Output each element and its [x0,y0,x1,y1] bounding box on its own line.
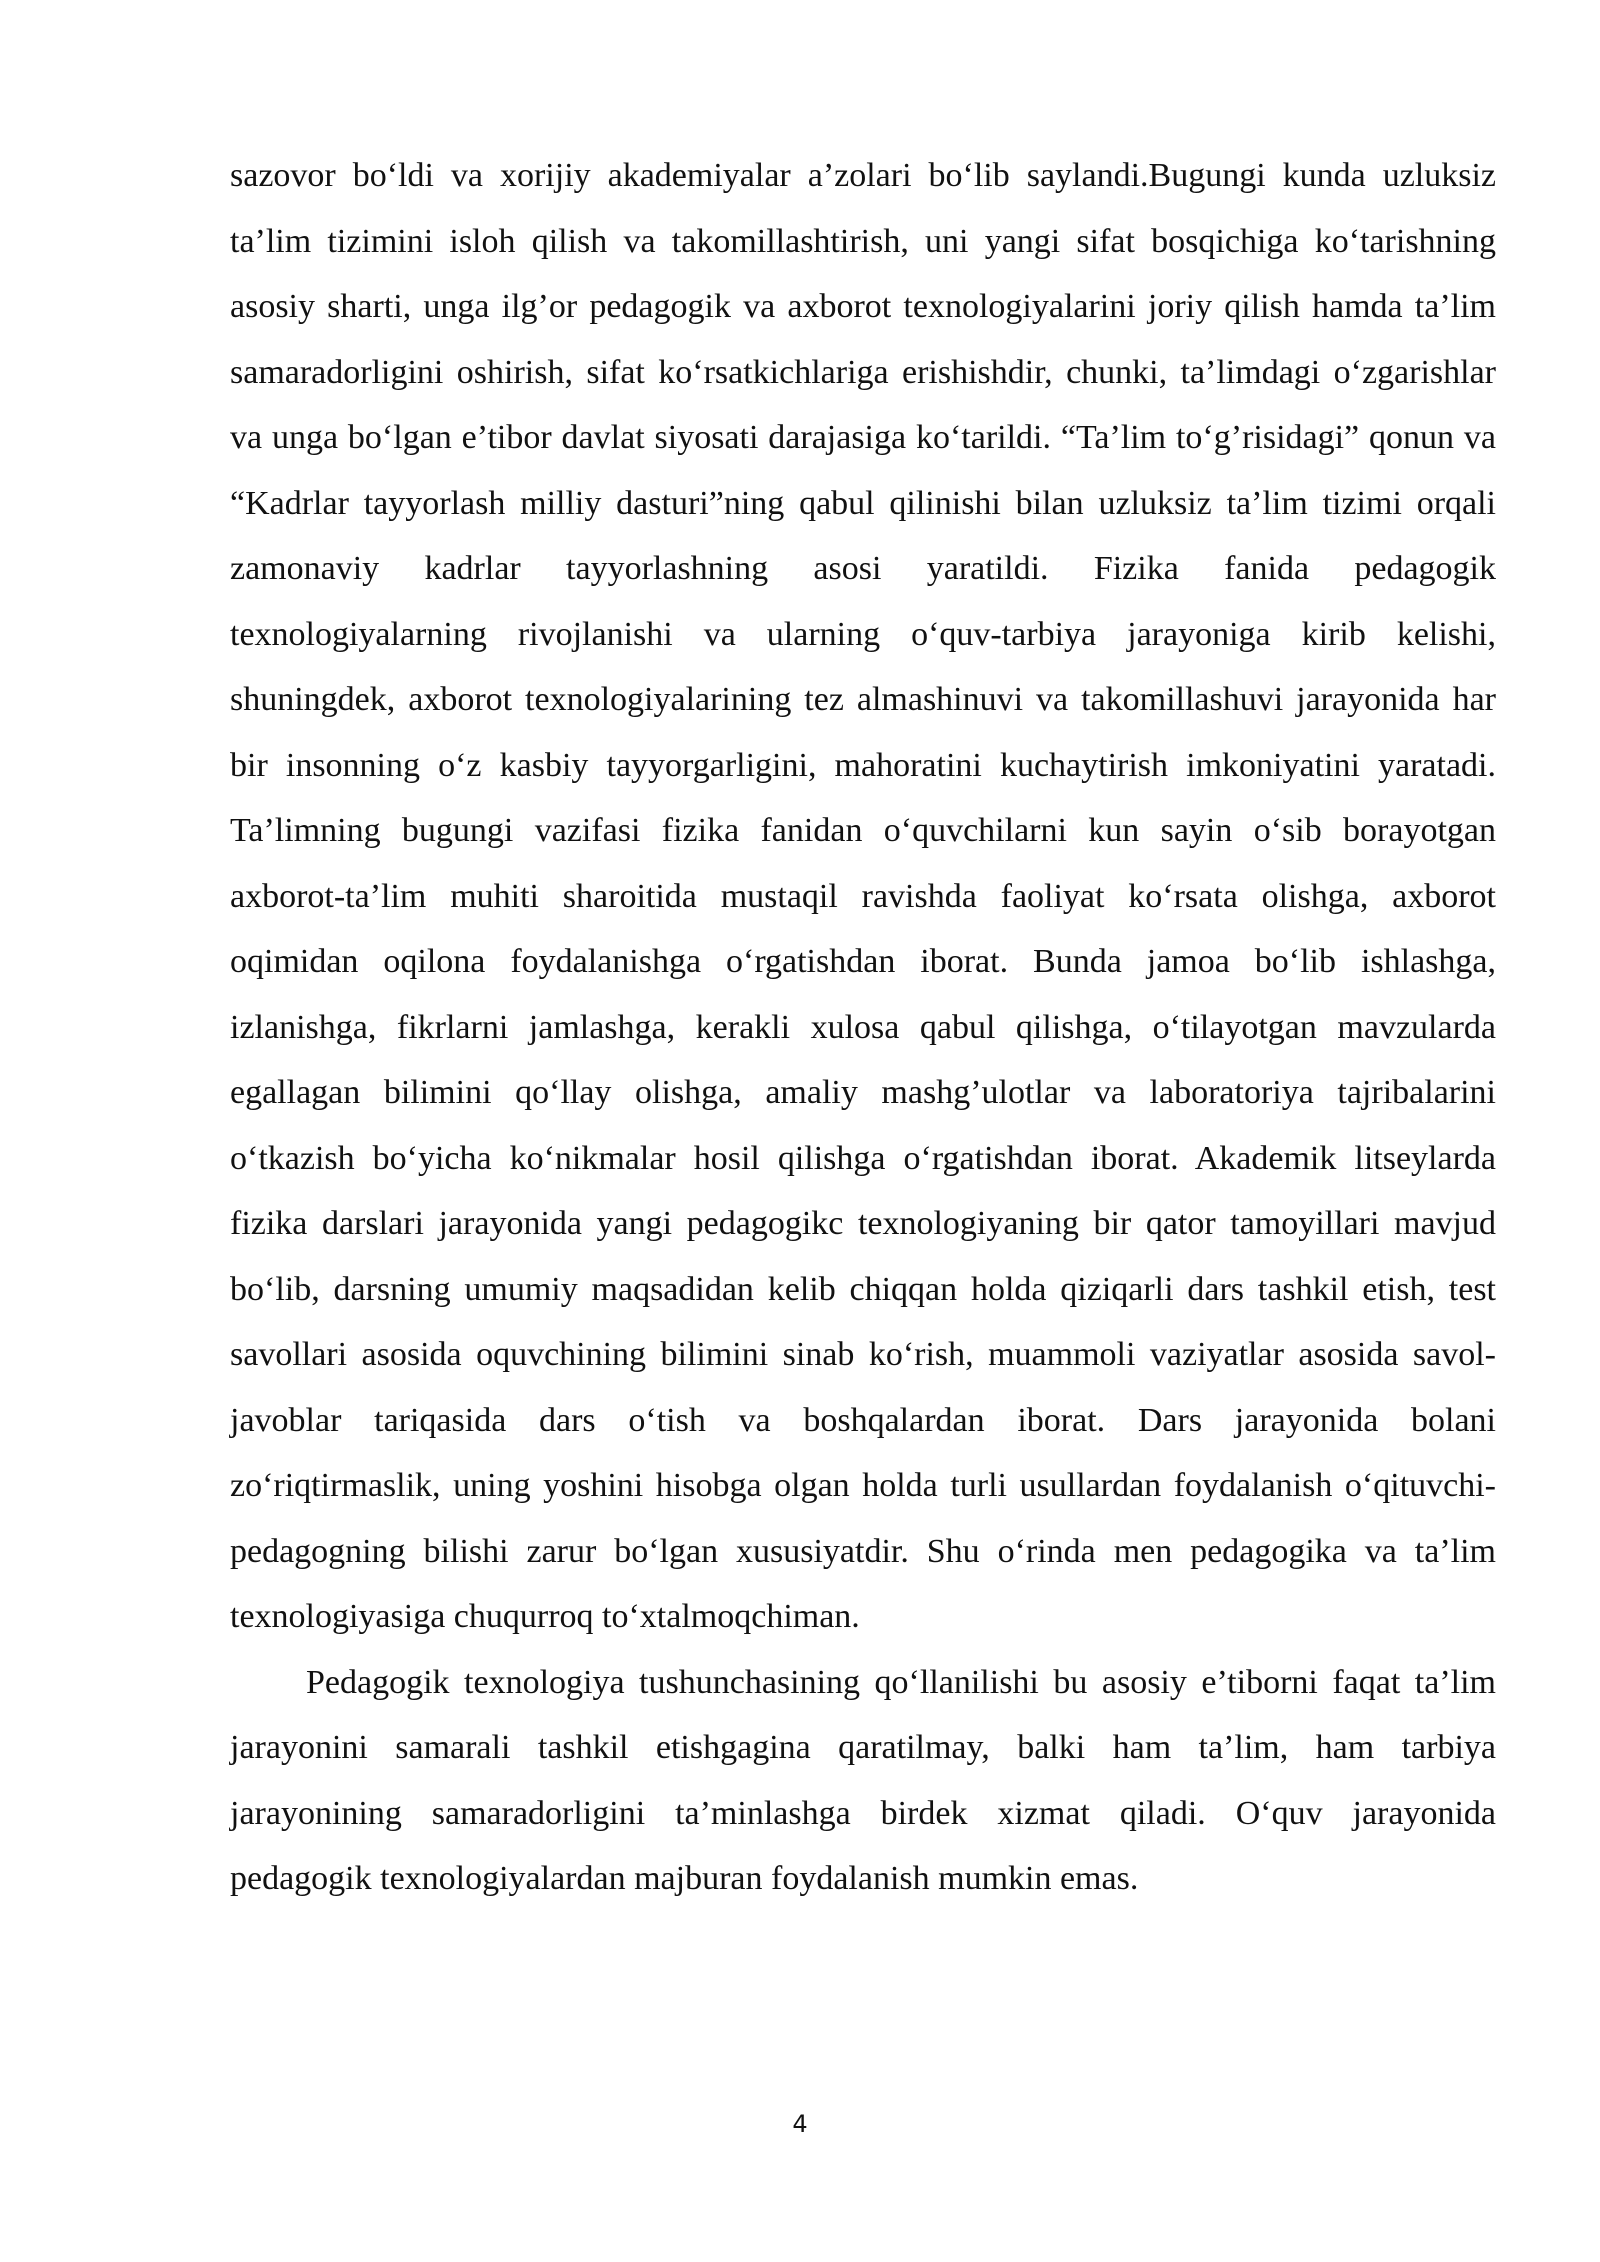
body-text [230,143,1496,1912]
paragraph-2: Pedagogik texnologiya tushunchasining qo‘llanilishi bu asosiy e’tiborni faqat ta’lim jarayonini samarali tashkil etishgagina qaratilmay, balki ham ta’lim, ham tarbiya jarayonining samaradorligini ta’minlashga birdek xizmat qiladi. O‘quv jarayonida pedagogik texnologiyalardan majburan foydalanish mumkin emas. [230,1663,1496,1897]
page-number: 4 [792,2110,808,2138]
paragraph-1: sazovor bo‘ldi va xorijiy akademiyalar a’zolari bo‘lib saylandi.Bugungi kunda uzluksiz ta’lim tizimini isloh qilish va takomillashtirish, uni yangi sifat bosqichiga ko‘tarishning asosiy sharti, unga ilg’or pedagogik va axborot texnologiyalarini joriy qilish hamda ta’lim samaradorligini oshirish, sifat ko‘rsatkichlariga erishishdir, chunki, ta’limdagi o‘zgarishlar va unga bo‘lgan e’tibor davlat siyosati darajasiga ko‘tarildi. “Ta’lim to‘g’risidagi” qonun va “Kadrlar tayyorlash milliy dasturi”ning qabul qilinishi bilan uzluksiz ta’lim tizimi orqali zamonaviy kadrlar tayyorlashning asosi yaratildi. Fizika fanida pedagogik texnologiyalarning rivojlanishi va ularning o‘quv-tarbiya jarayoniga kirib kelishi, shuningdek, axborot texnologiyalarining tez almashinuvi va takomillashuvi jarayonida har bir insonning o‘z kasbiy tayyorgarligini, mahoratini kuchaytirish imkoniyatini yaratadi. Ta’limning bugungi vazifasi fizika fanidan o‘quvchilarni kun sayin o‘sib borayotgan axborot-ta’lim muhiti sharoitida mustaqil ravishda faoliyat ko‘rsata olishga, axborot oqimidan oqilona foydalanishga o‘rgatishdan iborat. Bunda jamoa bo‘lib ishlashga, izlanishga, fikrlarni jamlashga, kerakli xulosa qabul qilishga, o‘tilayotgan mavzularda egallagan bilimini qo‘llay olishga, amaliy mashg’ulotlar va laboratoriya tajribalarini o‘tkazish bo‘yicha ko‘nikmalar hosil qilishga o‘rgatishdan iborat. Akademik litseylarda fizika darslari jarayonida yangi pedagogikc texnologiyaning bir qator tamoyillari mavjud bo‘lib, darsning umumiy maqsadidan kelib chiqqan holda qiziqarli dars tashkil etish, test savollari asosida oquvchining bilimini sinab ko‘rish, muammoli vaziyatlar asosida savol-javoblar tariqasida dars o‘tish va boshqalardan iborat. Dars jarayonida bolani zo‘riqtirmaslik, uning yoshini hisobga olgan holda turli usullardan foydalanish o‘qituvchi-pedagogning bilishi zarur bo‘lgan xususiyatdir. Shu o‘rinda men pedagogika va ta’lim texnologiyasiga chuqurroq to‘xtalmoqchiman. [230,157,1496,1635]
